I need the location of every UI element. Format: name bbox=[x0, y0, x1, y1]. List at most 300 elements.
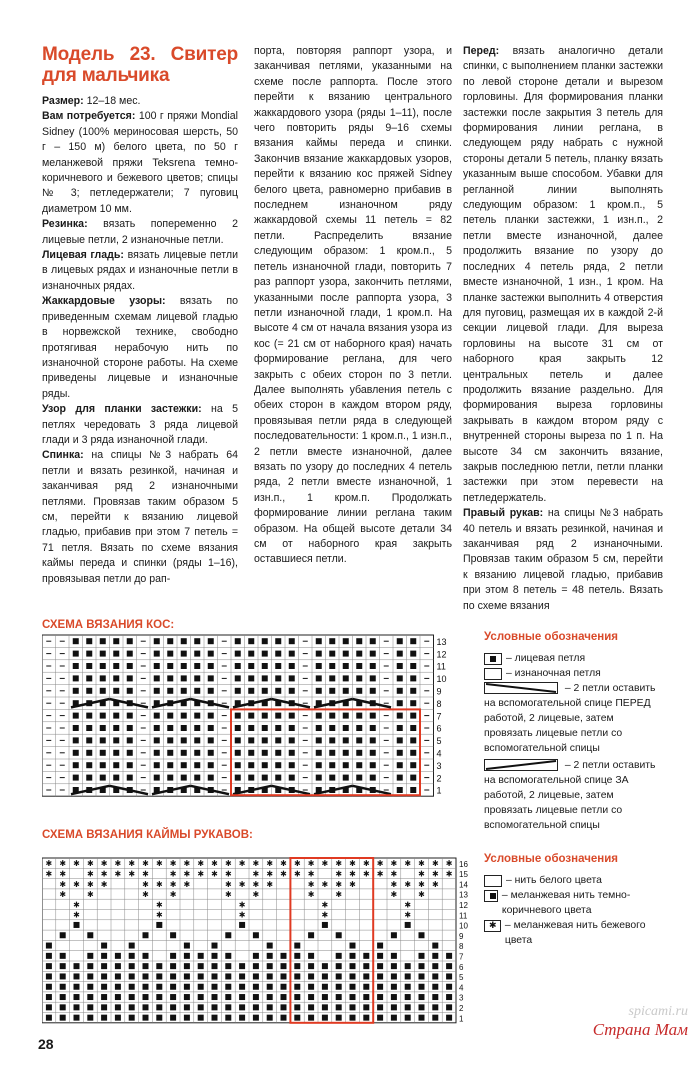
legend-beige-text: – меланжевая нить бежевого цвета bbox=[504, 920, 646, 946]
beige-mark: ✱ bbox=[224, 890, 232, 900]
brown-mark bbox=[267, 1004, 273, 1010]
knit-mark bbox=[154, 737, 160, 743]
knit-mark bbox=[154, 638, 160, 644]
brown-mark bbox=[391, 973, 397, 979]
brown-mark bbox=[446, 953, 452, 959]
col1-paragraph-text: 12–18 мес. bbox=[83, 95, 141, 107]
legend-beige bbox=[484, 918, 664, 948]
brown-mark bbox=[432, 953, 438, 959]
beige-mark: ✱ bbox=[169, 890, 177, 900]
knit-mark bbox=[397, 675, 403, 681]
beige-mark: ✱ bbox=[238, 910, 246, 920]
legend-brown-text: – меланжевая нить темно-коричневого цвета bbox=[501, 890, 631, 916]
knit-mark bbox=[127, 725, 133, 731]
knit-mark bbox=[100, 688, 106, 694]
brown-mark bbox=[46, 984, 52, 990]
brown-mark bbox=[225, 1004, 231, 1010]
knit-mark bbox=[100, 663, 106, 669]
beige-mark: ✱ bbox=[86, 879, 94, 889]
beige-mark: ✱ bbox=[224, 859, 232, 869]
knit-mark bbox=[127, 775, 133, 781]
brown-mark bbox=[115, 984, 121, 990]
brown-mark bbox=[308, 932, 314, 938]
knit-mark bbox=[397, 713, 403, 719]
brown-mark bbox=[419, 953, 425, 959]
knit-mark bbox=[343, 688, 349, 694]
knit-mark bbox=[154, 675, 160, 681]
beige-mark: ✱ bbox=[155, 910, 163, 920]
brown-mark bbox=[336, 1004, 342, 1010]
knit-mark bbox=[181, 663, 187, 669]
brown-mark bbox=[101, 943, 107, 949]
legend-purl-text: – изнаночная петля bbox=[506, 668, 601, 679]
knit-mark bbox=[262, 725, 268, 731]
beige-mark: ✱ bbox=[169, 869, 177, 879]
brown-mark bbox=[129, 1015, 135, 1021]
brown-mark bbox=[198, 984, 204, 990]
knit-mark bbox=[289, 638, 295, 644]
knit-mark bbox=[262, 638, 268, 644]
knit-mark bbox=[181, 713, 187, 719]
col1-paragraph-text: на 5 петлях чередовать 3 ряда лицевой глади и 3 ряда изнаночной глади. bbox=[42, 403, 238, 446]
knit-mark bbox=[208, 713, 214, 719]
beige-mark: ✱ bbox=[321, 900, 329, 910]
beige-mark: ✱ bbox=[349, 859, 356, 869]
knit-mark bbox=[194, 651, 200, 657]
row-number: 3 bbox=[436, 760, 442, 771]
column-2-text: порта, повторяя раппорт узора, и заканчивая петлями, указанными на схеме после раппорта. После этого перейти к вязанию центрального жаккардового узора (ряды 1–11), после чего повторить ряды 9–16 схемы вязания каймы переда и спинки. Закончив вязание жаккардовых узоров, перейти к вязанию кос пряжей Sidney белого цвета, равномерно прибавив в последнем изнаночном ряду жаккардовой схемы 11 петель = 82 петли. Распределить вязание следующим образом: 1 кром.п., 5 петель изнаночной глади, повторить 7 раз раппорт узора, закончить петлями, указанными после раппорта узора, 3 петли изнаночной глади, 1 кром.п. На высоте 4 см от начала вязания узора из кос (= 21 см от наборного края) начать формирование реглана, для чего закрыть с обеих сторон по 3 петли. Далее выполнять убавления петель с обеих сторон в каждом втором ряду, провязывая петли ряда в следующей последовательности: 1 кром.п., 1 изн.п., 2 петли вместе изнаночной, далее вязать по узору до последних 4 петель ряда, 2 петли вместе изнаночной, 1 изн.п., 1 кром.п. Продолжать формирование линии реглана таким образом. На общей высоте детали 34 см от наборного края закрыть оставшиеся петли. bbox=[254, 45, 452, 566]
brown-mark bbox=[143, 973, 149, 979]
knit-mark bbox=[343, 638, 349, 644]
brown-mark bbox=[294, 1004, 300, 1010]
brown-mark bbox=[101, 963, 107, 969]
knit-mark bbox=[262, 713, 268, 719]
brown-mark bbox=[170, 973, 176, 979]
knit-mark bbox=[167, 663, 173, 669]
knit-mark bbox=[356, 725, 362, 731]
knit-mark bbox=[356, 663, 362, 669]
row-number: 12 bbox=[436, 649, 447, 660]
watermark-brand: Страна Мам bbox=[592, 1020, 688, 1039]
brown-mark bbox=[432, 943, 438, 949]
brown-mark bbox=[294, 973, 300, 979]
beige-mark: ✱ bbox=[404, 859, 412, 869]
brown-mark bbox=[198, 1015, 204, 1021]
knit-mark bbox=[167, 750, 173, 756]
brown-mark bbox=[446, 994, 452, 1000]
brown-mark bbox=[225, 984, 231, 990]
page-number: 28 bbox=[38, 1036, 54, 1052]
knit-mark bbox=[154, 762, 160, 768]
knit-mark bbox=[113, 663, 119, 669]
beige-mark: ✱ bbox=[224, 879, 232, 889]
beige-mark: ✱ bbox=[73, 859, 80, 869]
knit-mark bbox=[410, 737, 416, 743]
knit-mark bbox=[329, 638, 335, 644]
cable-chart-grid bbox=[42, 633, 462, 805]
knit-mark bbox=[316, 775, 322, 781]
knit-mark bbox=[289, 725, 295, 731]
knit-mark bbox=[113, 651, 119, 657]
row-number: 5 bbox=[459, 973, 464, 983]
brown-mark bbox=[239, 963, 245, 969]
knit-mark bbox=[86, 663, 92, 669]
brown-mark bbox=[322, 963, 328, 969]
knit-mark bbox=[275, 737, 281, 743]
brown-mark bbox=[74, 922, 80, 928]
knit-mark bbox=[329, 675, 335, 681]
brown-mark bbox=[239, 922, 245, 928]
knit-mark bbox=[329, 688, 335, 694]
knit-mark bbox=[316, 725, 322, 731]
brown-mark bbox=[184, 953, 190, 959]
row-number: 2 bbox=[436, 773, 442, 784]
knit-mark bbox=[370, 737, 376, 743]
brown-mark bbox=[377, 1004, 383, 1010]
knit-mark bbox=[167, 762, 173, 768]
sleeve-legend bbox=[484, 852, 664, 948]
text-column-1 bbox=[42, 44, 238, 587]
beige-mark: ✱ bbox=[100, 869, 108, 879]
brown-mark bbox=[419, 973, 425, 979]
knit-mark bbox=[370, 688, 376, 694]
beige-mark: ✱ bbox=[307, 869, 315, 879]
knit-mark bbox=[289, 713, 295, 719]
knit-mark bbox=[113, 775, 119, 781]
row-number: 10 bbox=[436, 674, 447, 685]
brown-mark bbox=[156, 1004, 162, 1010]
brown-mark bbox=[446, 973, 452, 979]
knit-mark bbox=[73, 713, 79, 719]
beige-mark: ✱ bbox=[211, 869, 218, 879]
beige-mark: ✱ bbox=[155, 859, 163, 869]
knit-mark bbox=[370, 762, 376, 768]
knit-mark bbox=[100, 750, 106, 756]
knit-mark bbox=[235, 762, 241, 768]
knit-mark bbox=[73, 737, 79, 743]
brown-mark bbox=[60, 994, 66, 1000]
brown-mark bbox=[267, 973, 273, 979]
white-yarn-icon bbox=[484, 875, 502, 887]
beige-mark: ✱ bbox=[100, 859, 108, 869]
knit-mark bbox=[86, 725, 92, 731]
brown-mark bbox=[156, 984, 162, 990]
brown-mark bbox=[432, 994, 438, 1000]
brown-mark bbox=[225, 994, 231, 1000]
watermark bbox=[593, 1004, 688, 1040]
knit-mark bbox=[127, 713, 133, 719]
col3-paragraph-text: на спицы №3 набрать 40 петель и вязать резинкой, начиная и заканчивая ряд 2 изнаночными. Провязав таким образом 5 см, перейти к вязанию лицевой гладью, прибавив при этом 8 петель = 48 петель. Вязать по схеме вязания bbox=[463, 507, 663, 612]
beige-mark: ✱ bbox=[390, 890, 398, 900]
knit-mark bbox=[248, 651, 254, 657]
brown-mark bbox=[170, 1015, 176, 1021]
cable-legend bbox=[484, 630, 664, 833]
brown-mark bbox=[46, 1015, 52, 1021]
knit-mark bbox=[316, 750, 322, 756]
knit-mark bbox=[194, 638, 200, 644]
knit-mark bbox=[275, 775, 281, 781]
knit-mark bbox=[410, 775, 416, 781]
knit-mark bbox=[86, 737, 92, 743]
knit-mark bbox=[208, 638, 214, 644]
knit-mark bbox=[410, 663, 416, 669]
brown-mark bbox=[391, 963, 397, 969]
brown-yarn-icon bbox=[484, 890, 498, 902]
row-number: 3 bbox=[459, 993, 464, 1003]
knit-mark bbox=[235, 651, 241, 657]
brown-mark bbox=[198, 963, 204, 969]
brown-mark bbox=[87, 1015, 93, 1021]
knit-mark bbox=[194, 750, 200, 756]
beige-mark: ✱ bbox=[86, 859, 94, 869]
knit-mark bbox=[343, 663, 349, 669]
row-number: 10 bbox=[459, 921, 468, 931]
brown-mark bbox=[267, 953, 273, 959]
brown-mark bbox=[363, 1004, 369, 1010]
knit-mark bbox=[248, 737, 254, 743]
brown-mark bbox=[405, 963, 411, 969]
knit-mark bbox=[154, 750, 160, 756]
beige-mark: ✱ bbox=[266, 859, 274, 869]
knit-mark bbox=[154, 775, 160, 781]
brown-mark bbox=[60, 953, 66, 959]
row-number: 16 bbox=[459, 859, 468, 869]
knit-mark bbox=[194, 725, 200, 731]
brown-mark bbox=[87, 932, 93, 938]
brown-mark bbox=[239, 1015, 245, 1021]
knit-mark bbox=[127, 750, 133, 756]
row-number: 4 bbox=[459, 983, 464, 993]
knit-mark bbox=[181, 638, 187, 644]
brown-mark bbox=[267, 943, 273, 949]
beige-mark: ✱ bbox=[431, 859, 439, 869]
brown-mark bbox=[60, 963, 66, 969]
col3-paragraph bbox=[463, 506, 663, 614]
knit-mark bbox=[235, 713, 241, 719]
knit-mark bbox=[316, 638, 322, 644]
legend-cable-front bbox=[484, 681, 664, 756]
knit-mark bbox=[410, 651, 416, 657]
brown-mark bbox=[198, 973, 204, 979]
row-number: 15 bbox=[459, 870, 468, 880]
brown-mark bbox=[294, 963, 300, 969]
row-number: 9 bbox=[459, 931, 464, 941]
knit-mark bbox=[167, 675, 173, 681]
brown-mark bbox=[322, 973, 328, 979]
brown-mark bbox=[143, 932, 149, 938]
sleeve-legend-heading: Условные обозначения bbox=[484, 853, 619, 865]
brown-mark bbox=[294, 953, 300, 959]
beige-mark: ✱ bbox=[197, 859, 205, 869]
knit-mark bbox=[113, 638, 119, 644]
knit-mark bbox=[248, 750, 254, 756]
knit-mark bbox=[262, 750, 268, 756]
col1-paragraph-label: Размер: bbox=[42, 95, 84, 107]
brown-mark bbox=[129, 963, 135, 969]
col1-paragraph-label: Лицевая гладь: bbox=[42, 249, 124, 262]
beige-mark: ✱ bbox=[59, 859, 67, 869]
brown-mark bbox=[267, 984, 273, 990]
knit-mark bbox=[343, 713, 349, 719]
knit-mark bbox=[127, 651, 133, 657]
brown-mark bbox=[115, 994, 121, 1000]
legend-knit-text: – лицевая петля bbox=[506, 653, 586, 664]
brown-mark bbox=[377, 953, 383, 959]
knit-mark bbox=[208, 762, 214, 768]
beige-mark: ✱ bbox=[128, 869, 136, 879]
beige-yarn-icon bbox=[484, 920, 501, 932]
col1-paragraph-text: на спицы №3 набрать 64 петли и вязать резинкой, начиная и заканчивая ряд 2 изнаночными петлями. Провязав таким образом 5 см, перейти к вязанию лицевой гладью, прибавив при этом 7 петель = 71 петля. Вязать по схеме вязания каймы переда и спинки (ряды 1–16), провязывая петли до рап- bbox=[42, 449, 238, 585]
knit-mark bbox=[329, 725, 335, 731]
brown-mark bbox=[143, 1004, 149, 1010]
knit-mark bbox=[316, 688, 322, 694]
knit-mark bbox=[343, 750, 349, 756]
brown-mark bbox=[184, 1015, 190, 1021]
knit-mark bbox=[167, 775, 173, 781]
knit-mark bbox=[289, 663, 295, 669]
brown-mark bbox=[363, 1015, 369, 1021]
beige-mark: ✱ bbox=[142, 859, 149, 869]
col1-paragraph-text: 100 г пряжи Mondial Sidney (100% мериносовая шерсть, 50 г – 150 м) белого цвета, по 50 г меланжевой пряжи Teksrena темно-коричневого и бежевого цветов; спицы № 3; петледержатели; 7 пуговиц диаметром 10 мм. bbox=[42, 110, 238, 215]
knit-mark bbox=[343, 675, 349, 681]
brown-mark bbox=[350, 953, 356, 959]
knit-mark bbox=[194, 775, 200, 781]
knit-mark bbox=[113, 675, 119, 681]
row-number: 8 bbox=[436, 698, 442, 709]
knit-mark bbox=[86, 750, 92, 756]
knit-mark bbox=[127, 737, 133, 743]
cable-chart-title: СХЕМА ВЯЗАНИЯ КОС: bbox=[42, 619, 175, 631]
brown-mark bbox=[87, 953, 93, 959]
beige-mark: ✱ bbox=[362, 859, 370, 869]
knit-mark bbox=[73, 651, 79, 657]
knit-mark bbox=[235, 663, 241, 669]
beige-mark: ✱ bbox=[445, 869, 453, 879]
row-number: 1 bbox=[436, 785, 442, 796]
legend-white bbox=[484, 873, 664, 888]
brown-mark bbox=[446, 1015, 452, 1021]
brown-mark bbox=[322, 1004, 328, 1010]
brown-mark bbox=[170, 994, 176, 1000]
beige-mark: ✱ bbox=[445, 859, 453, 869]
brown-mark bbox=[156, 973, 162, 979]
brown-mark bbox=[115, 1015, 121, 1021]
knit-mark bbox=[316, 675, 322, 681]
brown-mark bbox=[267, 963, 273, 969]
row-number: 8 bbox=[459, 942, 464, 952]
knit-mark bbox=[275, 663, 281, 669]
knit-mark bbox=[86, 688, 92, 694]
col1-paragraph-label: Узор для планки застежки: bbox=[42, 403, 202, 416]
knit-mark bbox=[356, 775, 362, 781]
beige-mark: ✱ bbox=[293, 859, 301, 869]
beige-mark: ✱ bbox=[252, 890, 260, 900]
brown-mark bbox=[74, 963, 80, 969]
brown-mark bbox=[377, 943, 383, 949]
brown-mark bbox=[405, 984, 411, 990]
knit-mark bbox=[370, 775, 376, 781]
brown-mark bbox=[281, 963, 287, 969]
text-column-2 bbox=[254, 44, 452, 568]
knit-mark bbox=[235, 725, 241, 731]
brown-mark bbox=[350, 994, 356, 1000]
row-number: 13 bbox=[436, 636, 447, 647]
knit-mark bbox=[329, 775, 335, 781]
beige-mark: ✱ bbox=[280, 859, 287, 869]
knit-mark bbox=[262, 663, 268, 669]
brown-mark bbox=[363, 953, 369, 959]
cable-back-icon bbox=[484, 759, 558, 771]
beige-mark: ✱ bbox=[238, 859, 246, 869]
purl-stitch-icon bbox=[484, 668, 502, 680]
col1-paragraph-text: вязать лицевые петли в лицевых рядах и изнаночные петли в изнаночных рядах. bbox=[42, 249, 238, 292]
brown-mark bbox=[225, 953, 231, 959]
knit-mark bbox=[235, 638, 241, 644]
beige-mark: ✱ bbox=[293, 869, 301, 879]
col3-paragraph bbox=[463, 44, 663, 506]
beige-mark: ✱ bbox=[390, 879, 398, 889]
knit-mark bbox=[343, 737, 349, 743]
beige-mark: ✱ bbox=[45, 869, 53, 879]
beige-mark: ✱ bbox=[128, 859, 136, 869]
knit-mark bbox=[194, 663, 200, 669]
row-number: 7 bbox=[436, 711, 442, 722]
knit-mark bbox=[167, 688, 173, 694]
beige-mark: ✱ bbox=[266, 879, 274, 889]
knit-mark bbox=[356, 675, 362, 681]
brown-mark bbox=[377, 994, 383, 1000]
brown-mark bbox=[405, 994, 411, 1000]
knit-mark bbox=[316, 651, 322, 657]
beige-mark: ✱ bbox=[418, 869, 425, 879]
row-number: 11 bbox=[459, 911, 468, 921]
beige-mark: ✱ bbox=[100, 879, 108, 889]
beige-mark: ✱ bbox=[169, 859, 177, 869]
knit-mark bbox=[167, 713, 173, 719]
brown-mark bbox=[363, 963, 369, 969]
knit-mark bbox=[208, 725, 214, 731]
knit-mark bbox=[289, 737, 295, 743]
knit-mark bbox=[329, 750, 335, 756]
knit-mark bbox=[127, 638, 133, 644]
brown-mark bbox=[391, 1015, 397, 1021]
beige-mark: ✱ bbox=[142, 890, 149, 900]
brown-mark bbox=[294, 984, 300, 990]
beige-mark: ✱ bbox=[418, 879, 425, 889]
beige-mark: ✱ bbox=[390, 869, 398, 879]
brown-mark bbox=[129, 1004, 135, 1010]
brown-mark bbox=[377, 1015, 383, 1021]
knit-mark bbox=[100, 725, 106, 731]
brown-mark bbox=[377, 973, 383, 979]
beige-mark: ✱ bbox=[114, 859, 122, 869]
beige-mark: ✱ bbox=[321, 859, 329, 869]
knit-mark bbox=[343, 762, 349, 768]
beige-mark: ✱ bbox=[431, 879, 439, 889]
knit-mark bbox=[248, 688, 254, 694]
brown-mark bbox=[143, 984, 149, 990]
beige-mark: ✱ bbox=[349, 869, 356, 879]
col1-paragraph-text: вязать по приведенным схемам лицевой гладью в норвежской технике, свободно протягивая нерабочую нить по изнаночной стороне работы. На схеме приведены лицевые и изнаночные ряды. bbox=[42, 295, 238, 400]
brown-mark bbox=[184, 963, 190, 969]
knit-mark bbox=[275, 762, 281, 768]
knit-mark bbox=[208, 737, 214, 743]
knit-mark bbox=[397, 638, 403, 644]
knit-mark bbox=[397, 663, 403, 669]
knit-mark bbox=[316, 713, 322, 719]
knit-mark bbox=[370, 675, 376, 681]
beige-mark: ✱ bbox=[169, 879, 177, 889]
